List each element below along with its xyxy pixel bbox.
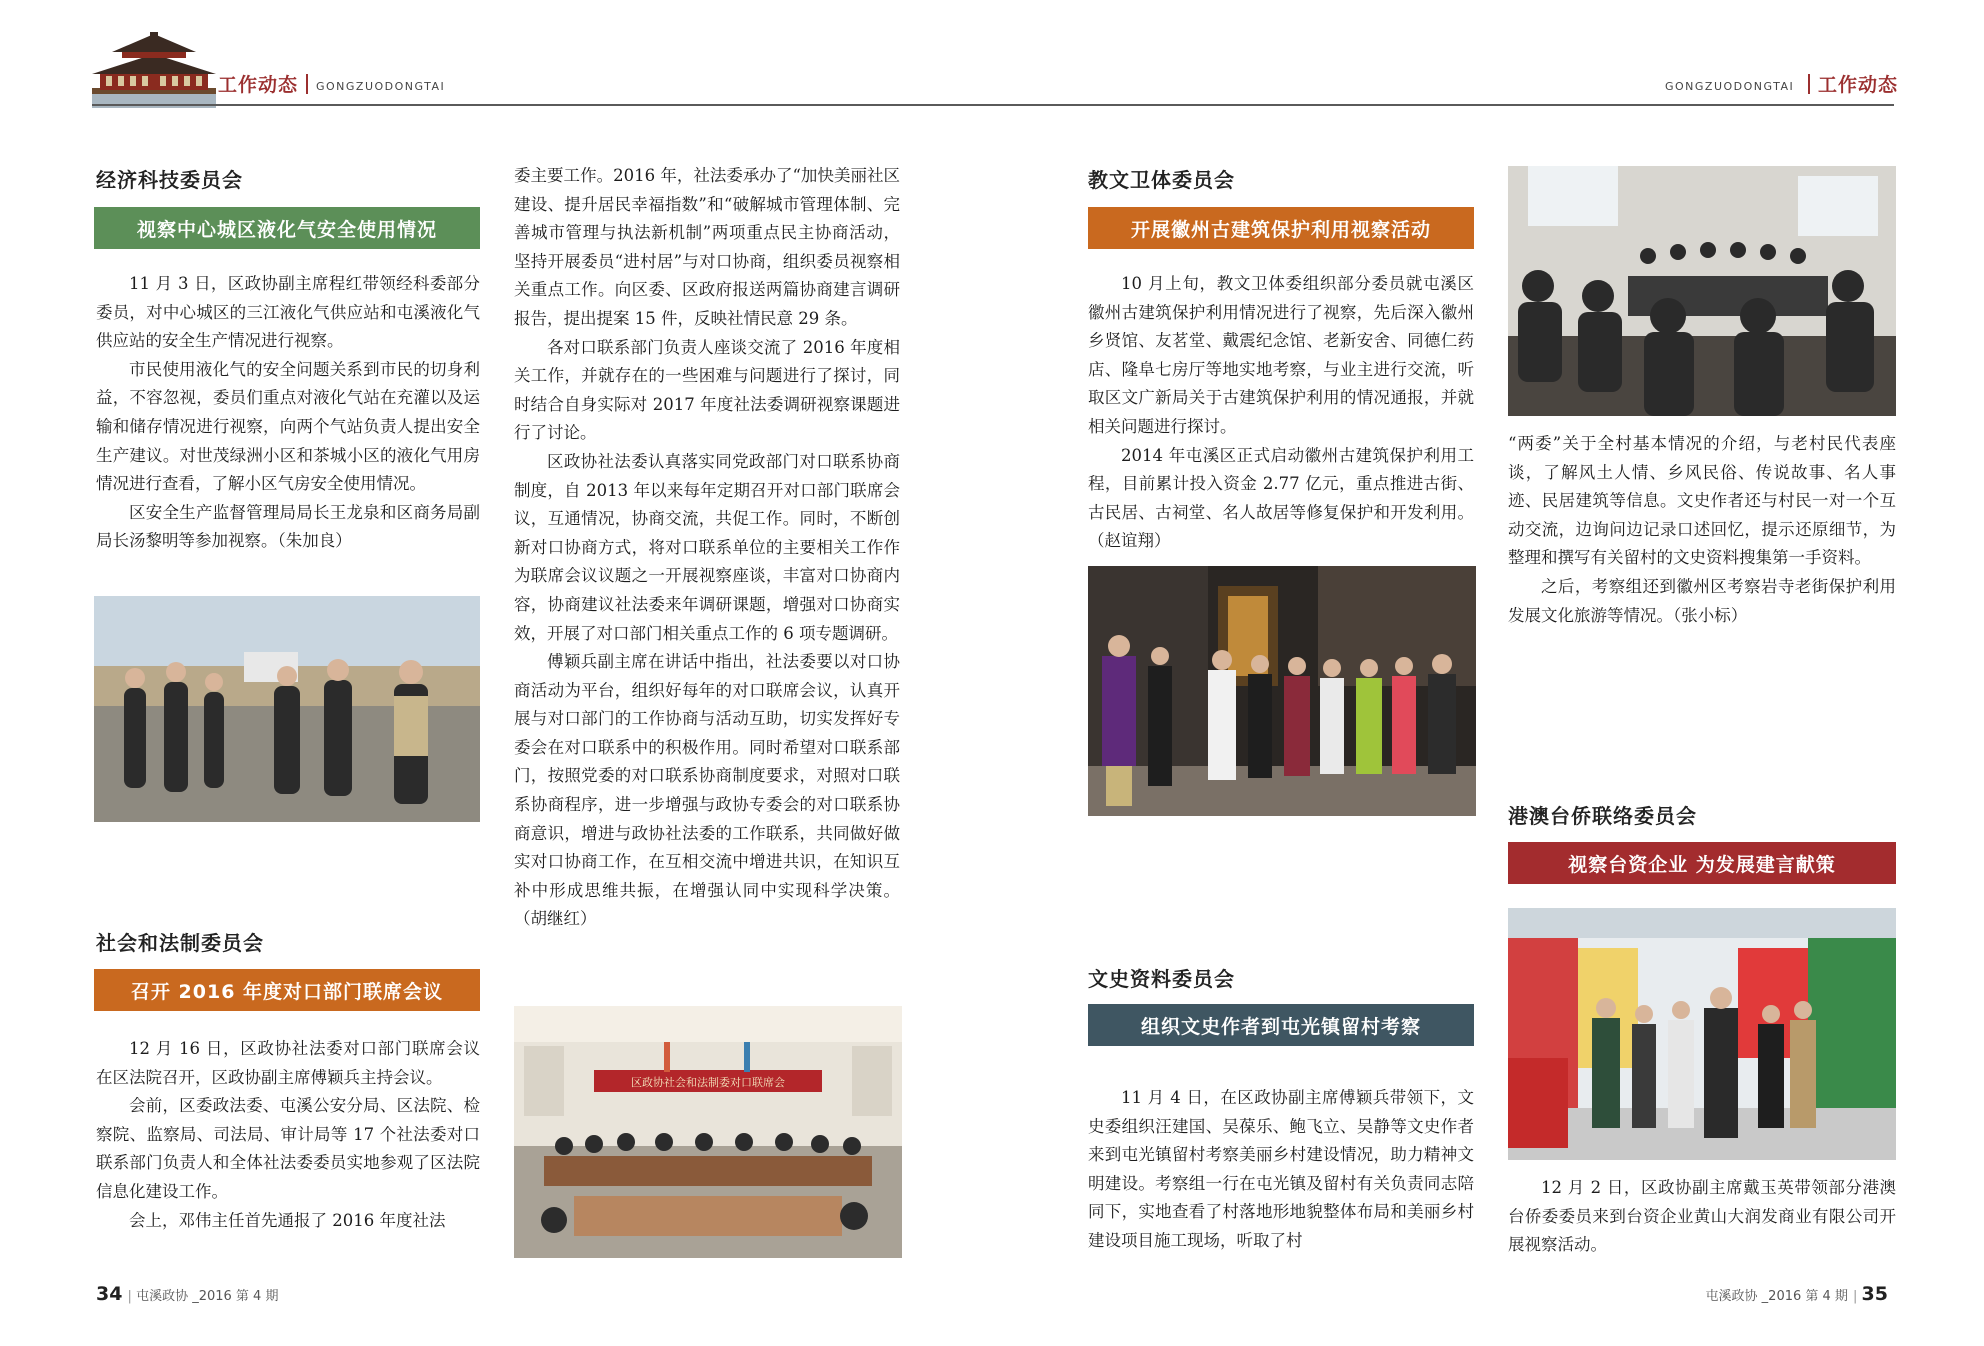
- econ-photo-inspection: [94, 596, 480, 822]
- hk-paragraph-1: 12 月 2 日，区政协副主席戴玉英带领部分港澳台侨委委员来到台资企业黄山大润发商业有限公司开展视察活动。: [1508, 1178, 1896, 1255]
- header-separator-right: [1808, 74, 1810, 94]
- culture-subtitle-bar: 组织文史作者到屯光镇留村考察: [1088, 1004, 1474, 1046]
- social-cont-paragraph-3: 区政协社法委认真落实同党政部门对口联系协商制度，自 2013 年以来每年定期召开对口部门联席会议，互通情况，协商交流，共促工作。同时，不断创新对口协商方式，将对口联系单位的主要相关工作作为联席会议议题之一开展视察座谈，丰富对口协商内容，协商建议社法委来年调研课题，增强对口协商实效，开展了对口部门相关重点工作的 6 项专题调研。: [514, 451, 900, 643]
- edu-paragraph-2: 2014 年屯溪区正式启动徽州古建筑保护利用工程，目前累计投入资金 2.77 亿元，重点推进古街、古民居、古祠堂、名人故居等修复保护和开发利用。（赵谊翔）: [1088, 445, 1474, 551]
- edu-subtitle-bar: 开展徽州古建筑保护利用视察活动: [1088, 207, 1474, 249]
- edu-paragraph-1: 10 月上旬，教文卫体委组织部分委员就屯溪区徽州古建筑保护利用情况进行了视察，先后深入徽州乡贤馆、友茗堂、戴震纪念馆、老新安舍、同德仁药店、隆阜七房厅等地实地考察，与业主进行交流，听取区文广新局关于古建筑保护利用的情况通报，并就相关问题进行探讨。: [1088, 274, 1474, 436]
- econ-article: [96, 270, 480, 556]
- footer-divider-left: |: [127, 1289, 137, 1304]
- hk-photo-supermarket: [1508, 908, 1896, 1160]
- social-heading: 社会和法制委员会: [96, 931, 264, 955]
- social-article-continued: [514, 162, 900, 934]
- social-cont-paragraph-4: 傅颖兵副主席在讲话中指出，社法委要以对口协商活动为平台，组织好每年的对口联席会议，认真开展与对口部门的工作协商与活动互助，切实发挥好专委会在对口联系中的积极作用。同时希望对口联系部门，按照党委的对口联系协商制度要求，对照对口联系协商程序，进一步增强与政协专委会的对口联系协商意识，增进与政协社法委的工作联系，共同做好做实对口协商工作，在互相交流中增进共识，在知识互补中形成思维共振，在增强认同中实现科学决策。（胡继红）: [514, 652, 900, 929]
- hk-subtitle-bar: 视察台资企业 为发展建言献策: [1508, 842, 1896, 884]
- social-paragraph-2: 会前，区委政法委、屯溪公安分局、区法院、检察院、监察局、司法局、审计局等 17 个社法委对口联系部门负责人和全体社法委委员实地参观了区法院信息化建设工作。: [96, 1096, 480, 1201]
- page-number-right: 35: [1861, 1283, 1888, 1305]
- edu-article: [1088, 270, 1474, 556]
- econ-paragraph-2: 市民使用液化气的安全问题关系到市民的切身利益，不容忽视，委员们重点对液化气站在充灌以及运输和储存情况进行视察，向两个气站负责人提出安全生产建议。对世茂绿洲小区和茶城小区的液化气用房情况进行查看，了解小区气房安全使用情况。: [96, 359, 480, 494]
- header-rule: [92, 104, 1894, 106]
- culture-cont-paragraph-1: “两委”关于全村基本情况的介绍，与老村民代表座谈，了解风土人情、乡风民俗、传说故事、名人事迹、民居建筑等信息。文史作者还与村民一对一个互动交流，边询问边记录口述回忆，提示还原细节，为整理和撰写有关留村的文史资料搜集第一手资料。: [1508, 434, 1896, 568]
- header-separator-left: [306, 74, 308, 94]
- culture-cont-paragraph-2: 之后，考察组还到徽州区考察岩寺老街保护利用发展文化旅游等情况。（张小标）: [1508, 576, 1896, 625]
- culture-article: [1088, 1084, 1474, 1256]
- culture-photo-villager-meeting: [1508, 166, 1896, 416]
- publication-right: 屯溪政协 _2016 第 4 期: [1705, 1289, 1848, 1304]
- hk-heading: 港澳台侨联络委员会: [1508, 804, 1697, 828]
- footer-divider-right: |: [1853, 1289, 1862, 1304]
- social-paragraph-1: 12 月 16 日，区政协社法委对口部门联席会议在区法院召开，区政协副主席傅颖兵主持会议。: [96, 1039, 480, 1087]
- culture-heading: 文史资料委员会: [1088, 967, 1235, 991]
- edu-heading: 教文卫体委员会: [1088, 168, 1235, 192]
- publication-left: 屯溪政协 _2016 第 4 期: [136, 1289, 279, 1304]
- social-cont-paragraph-2: 各对口联系部门负责人座谈交流了 2016 年度相关工作，并就存在的一些困难与问题进行了探讨，同时结合自身实际对 2017 年度社法委调研视察课题进行了讨论。: [514, 337, 900, 443]
- social-cont-paragraph-1: 委主要工作。2016 年，社法委承办了“加快美丽社区建设、提升居民幸福指数”和“破解城市管理体制、完善城市管理与执法新机制”两项重点民主协商活动，坚持开展委员“进村居”与对口协商，组织委员视察相关重点工作。向区委、区政府报送两篇协商建言调研报告，提出提案 15 件，反映社情民意 29 条。: [514, 166, 900, 328]
- econ-paragraph-1: 11 月 3 日，区政协副主席程红带领经科委部分委员，对中心城区的三江液化气供应站和屯溪液化气供应站的安全生产情况进行视察。: [96, 274, 480, 351]
- culture-paragraph-1: 11 月 4 日，在区政协副主席傅颖兵带领下，文史委组织汪建国、吴葆乐、鲍飞立、吴静等文史作者来到屯光镇留村考察美丽乡村建设情况，助力精神文明建设。考察组一行在屯光镇及留村有关负责同志陪同下，实地查看了村落地形地貌整体布局和美丽乡村建设项目施工现场，听取了村: [1088, 1088, 1474, 1250]
- econ-paragraph-3: 区安全生产监督管理局局长王龙泉和区商务局副局长汤黎明等参加视察。（朱加良）: [96, 502, 480, 551]
- pavilion-logo: [92, 32, 216, 108]
- meeting-banner-text: 区政协社会和法制委对口联席会: [631, 1076, 785, 1089]
- culture-article-continued: [1508, 430, 1896, 630]
- social-photo-meeting: [514, 1006, 902, 1258]
- hk-article: [1508, 1174, 1896, 1260]
- header-pinyin-right: GONGZUODONGTAI: [1665, 80, 1795, 93]
- social-subtitle-bar: 召开 2016 年度对口部门联席会议: [94, 969, 480, 1011]
- footer-right: [1706, 1283, 1888, 1305]
- header-pinyin-left: GONGZUODONGTAI: [316, 80, 446, 93]
- header-title-left: 工作动态: [218, 74, 299, 96]
- footer-left: [96, 1283, 278, 1305]
- econ-heading: 经济科技委员会: [96, 168, 243, 192]
- edu-photo-ancient-building: [1088, 566, 1476, 816]
- header-title-right: 工作动态: [1818, 74, 1899, 96]
- econ-subtitle-bar: 视察中心城区液化气安全使用情况: [94, 207, 480, 249]
- social-article: [96, 1035, 480, 1235]
- social-paragraph-3: 会上，邓伟主任首先通报了 2016 年度社法: [129, 1210, 446, 1230]
- page-number-left: 34: [96, 1283, 123, 1305]
